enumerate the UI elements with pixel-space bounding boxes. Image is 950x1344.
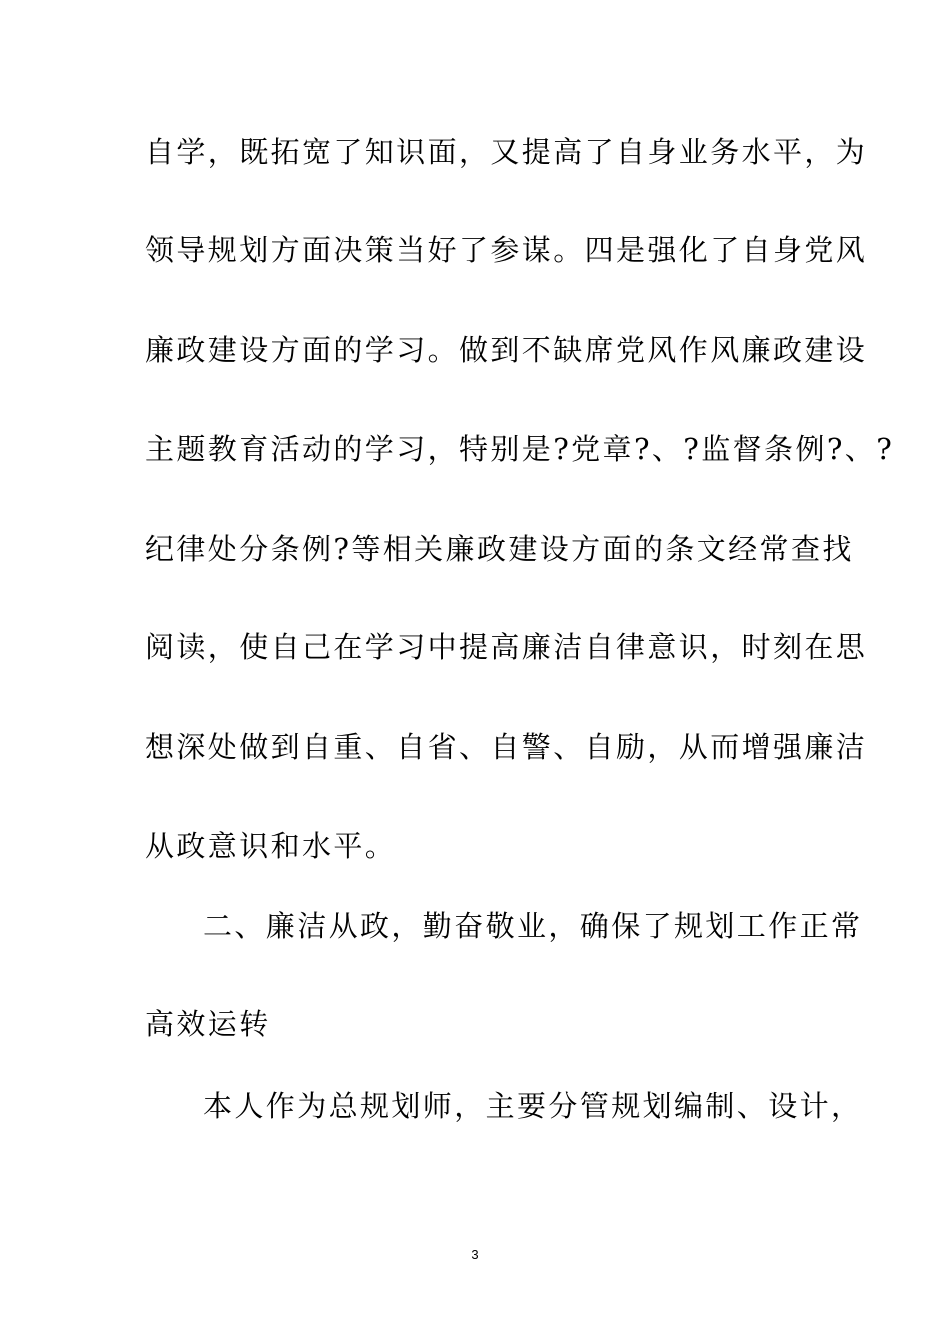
page-number: 3 [471, 1247, 479, 1262]
paragraph-first-line: 本人作为总规划师，主要分管规划编制、设计， [203, 1089, 863, 1123]
text-line-1: 自学，既拓宽了知识面，又提高了自身业务水平，为 [145, 135, 868, 169]
text-line-8: 从政意识和水平。 [145, 829, 397, 863]
text-line-2: 领导规划方面决策当好了参谋。四是强化了自身党风 [145, 233, 868, 267]
text-line-6: 阅读，使自己在学习中提高廉洁自律意识，时刻在思 [145, 630, 868, 664]
text-line-5: 纪律处分条例?等相关廉政建设方面的条文经常查找 [145, 532, 854, 566]
text-line-4: 主题教育活动的学习，特别是?党章?、?监督条例?、? [145, 432, 895, 466]
text-line-3: 廉政建设方面的学习。做到不缺席党风作风廉政建设 [145, 333, 868, 367]
section-heading-line-1: 二、廉洁从政，勤奋敬业，确保了规划工作正常 [203, 909, 863, 943]
section-heading-line-2: 高效运转 [145, 1007, 271, 1041]
text-line-7: 想深处做到自重、自省、自警、自励，从而增强廉洁 [145, 730, 868, 764]
